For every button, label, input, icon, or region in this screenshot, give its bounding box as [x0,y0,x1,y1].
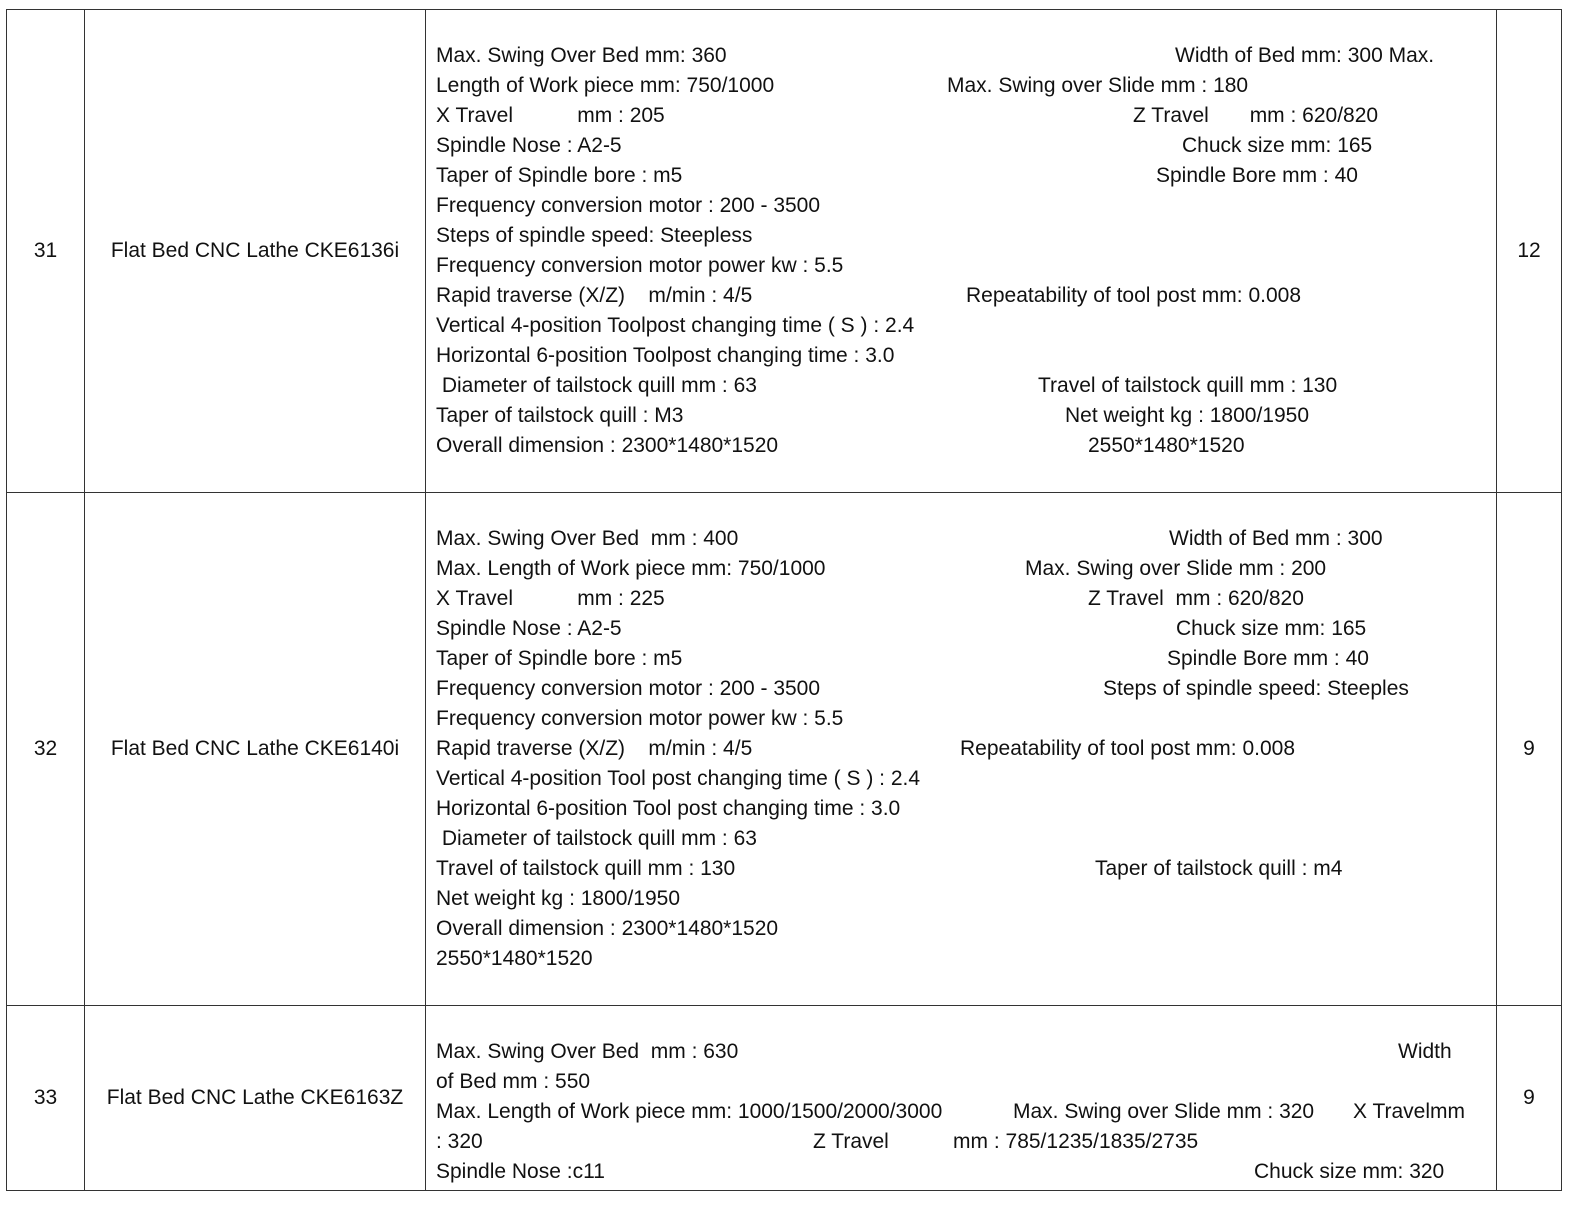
spec-text: Steps of spindle speed: Steeples [1103,677,1409,700]
spec-text: Horizontal 6-position Tool post changing time : 3.0 [436,797,901,820]
spec-text: Width [1398,1040,1452,1063]
spec-text: : 320 [436,1130,483,1153]
spec-text: Max. Swing over Slide mm : 320 [1013,1100,1315,1123]
spec-text: Taper of Spindle bore : m5 [436,164,683,187]
table-row [7,1006,1562,1191]
spec-text: Frequency conversion motor power kw : 5.5 [436,254,844,277]
spec-text: Z Travel mm : 785/1235/1835/2735 [813,1130,1199,1153]
spec-text: Vertical 4-position Tool post changing time ( S ) : 2.4 [436,767,921,790]
spec-text: Chuck size mm: 165 [1176,617,1367,640]
spec-text: Spindle Bore mm : 40 [1167,647,1369,670]
spec-text: 2550*1480*1520 [436,947,593,970]
spec-cell [426,493,1497,1006]
spec-block [426,493,1496,1005]
spec-text: Width of Bed mm : 300 [1169,527,1383,550]
spec-text: Spindle Bore mm : 40 [1156,164,1358,187]
spec-text: Overall dimension : 2300*1480*1520 [436,917,779,940]
spec-text: Chuck size mm: 320 [1254,1160,1445,1183]
spec-text: Z Travel mm : 620/820 [1088,587,1304,610]
spec-text: Rapid traverse (X/Z) m/min : 4/5 [436,284,753,307]
spec-text: Max. Swing over Slide mm : 200 [1025,557,1327,580]
machine-name: Flat Bed CNC Lathe CKE6136i [85,10,426,493]
row-number: 33 [7,1006,85,1191]
spec-text: Diameter of tailstock quill mm : 63 [436,374,757,397]
spec-text: X Travelmm [1353,1100,1466,1123]
spec-text: Vertical 4-position Toolpost changing time ( S ) : 2.4 [436,314,915,337]
spec-text: Taper of tailstock quill : m4 [1095,857,1343,880]
spec-text: Spindle Nose :c11 [436,1160,605,1183]
spec-block [426,10,1496,492]
spec-text: Frequency conversion motor : 200 - 3500 [436,677,821,700]
spec-text: Frequency conversion motor : 200 - 3500 [436,194,821,217]
spec-text: Length of Work piece mm: 750/1000 [436,74,775,97]
machine-name: Flat Bed CNC Lathe CKE6140i [85,493,426,1006]
machine-name: Flat Bed CNC Lathe CKE6163Z [85,1006,426,1191]
spec-text: Steps of spindle speed: Steepless [436,224,753,247]
spec-text: Taper of tailstock quill : M3 [436,404,684,427]
spec-text: Max. Swing Over Bed mm : 630 [436,1040,739,1063]
spec-text: Max. Swing over Slide mm : 180 [947,74,1249,97]
spec-text: Max. Swing Over Bed mm : 400 [436,527,739,550]
row-number: 31 [7,10,85,493]
table-row [7,10,1562,493]
spec-text: Horizontal 6-position Toolpost changing time : 3.0 [436,344,895,367]
spec-text: X Travel mm : 225 [436,587,665,610]
spec-text: Max. Swing Over Bed mm: 360 [436,44,727,67]
spec-text: 2550*1480*1520 [1088,434,1245,457]
spec-text: Repeatability of tool post mm: 0.008 [966,284,1302,307]
spec-text: Width of Bed mm: 300 Max. [1175,44,1435,67]
quantity: 9 [1497,493,1562,1006]
spec-table [6,9,1562,1191]
spec-text: Travel of tailstock quill mm : 130 [436,857,736,880]
quantity: 12 [1497,10,1562,493]
row-number: 32 [7,493,85,1006]
quantity: 9 [1497,1006,1562,1191]
spec-text: X Travel mm : 205 [436,104,665,127]
spec-text: Net weight kg : 1800/1950 [436,887,681,910]
spec-text: Z Travel mm : 620/820 [1133,104,1379,127]
spec-text: Max. Length of Work piece mm: 1000/1500/2000/3000 [436,1100,943,1123]
spec-text: Spindle Nose : A2-5 [436,617,622,640]
spec-text: Frequency conversion motor power kw : 5.5 [436,707,844,730]
spec-text: Spindle Nose : A2-5 [436,134,622,157]
spec-text: Max. Length of Work piece mm: 750/1000 [436,557,826,580]
spec-text: Net weight kg : 1800/1950 [1065,404,1310,427]
spec-block [426,1006,1496,1190]
spec-text: Taper of Spindle bore : m5 [436,647,683,670]
spec-text: Diameter of tailstock quill mm : 63 [436,827,757,850]
spec-cell [426,1006,1497,1191]
spec-text: Rapid traverse (X/Z) m/min : 4/5 [436,737,753,760]
spec-text: of Bed mm : 550 [436,1070,591,1093]
spec-text: Chuck size mm: 165 [1182,134,1373,157]
spec-cell [426,10,1497,493]
spec-text: Travel of tailstock quill mm : 130 [1038,374,1338,397]
table-row [7,493,1562,1006]
spec-text: Repeatability of tool post mm: 0.008 [960,737,1296,760]
spec-text: Overall dimension : 2300*1480*1520 [436,434,779,457]
